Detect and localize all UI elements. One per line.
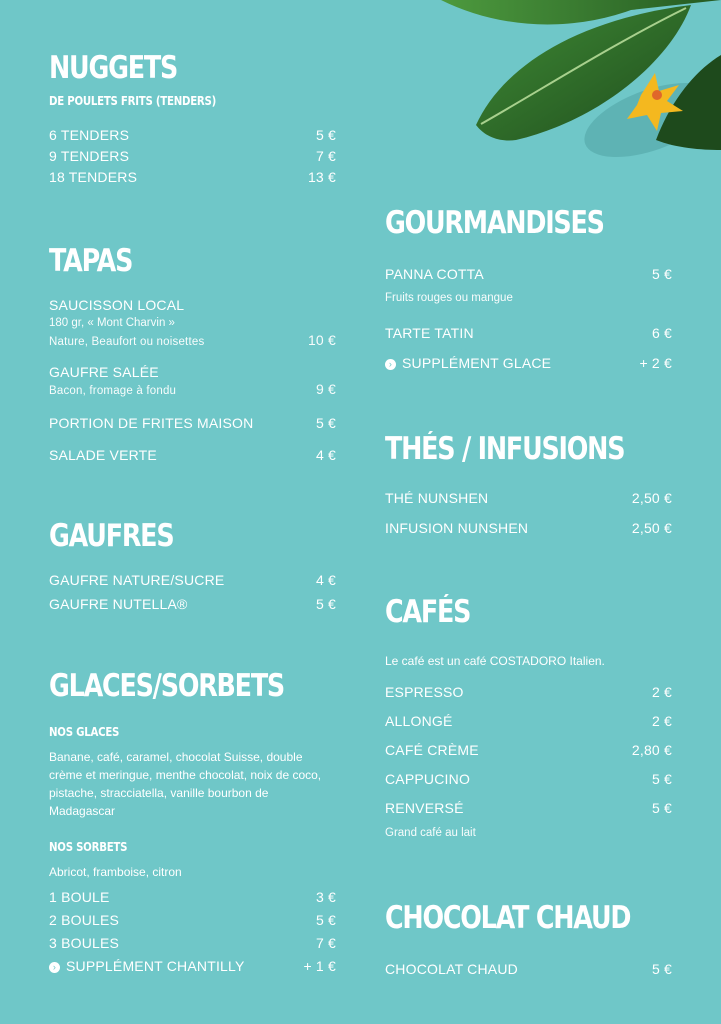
menu-item [385, 771, 672, 788]
item-price: 13 € [307, 169, 336, 185]
menu-item [49, 297, 336, 314]
item-name: PORTION DE FRITES MAISON [49, 415, 254, 431]
item-price: 2,80 € [631, 742, 672, 758]
item-price: 2 € [651, 684, 672, 700]
menu-item [385, 713, 672, 730]
item-price: 5 € [315, 912, 336, 928]
menu-item [385, 684, 672, 701]
gaufres-title: GAUFRES [49, 518, 174, 554]
menu-item [49, 889, 336, 906]
menu-item [49, 169, 336, 186]
item-name: SAUCISSON LOCAL [49, 297, 185, 313]
item-price: 10 € [307, 332, 336, 348]
item-name: CHOCOLAT CHAUD [385, 961, 518, 977]
menu-item [49, 447, 336, 464]
menu-item [385, 961, 672, 978]
item-price: 5 € [315, 127, 336, 143]
menu-item [49, 912, 336, 929]
item-price: 4 € [315, 572, 336, 588]
item-name: CAPPUCINO [385, 771, 471, 787]
item-price: 7 € [315, 148, 336, 164]
item-name: 1 BOULE [49, 889, 110, 905]
item-name: SUPPLÉMENT CHANTILLY [66, 958, 245, 974]
menu-item [49, 127, 336, 144]
item-description: Fruits rouges ou mangue [385, 292, 513, 304]
glaces-description: Banane, café, caramel, chocolat Suisse, double crème et meringue, menthe chocolat, noix de coco, pistache, stracciatella, vanille bourbon de Madagascar [49, 750, 322, 818]
menu-item [385, 355, 672, 372]
menu-item [49, 364, 336, 381]
item-name: ALLONGÉ [385, 713, 453, 729]
menu-item [49, 596, 336, 613]
item-price: 5 € [315, 596, 336, 612]
glaces-list [49, 889, 336, 975]
sorbets-label: NOS SORBETS [49, 840, 128, 854]
menu-item [385, 266, 672, 283]
menu-item [49, 332, 336, 351]
glaces-label: NOS GLACES [49, 725, 120, 739]
item-price: 2,50 € [631, 520, 672, 536]
item-price: 3 € [315, 889, 336, 905]
chocolat-title: CHOCOLAT CHAUD [385, 900, 631, 936]
item-price: 2,50 € [631, 490, 672, 506]
item-description: Bacon, fromage à fondu [49, 385, 177, 397]
item-name: GAUFRE SALÉE [49, 364, 159, 380]
tropical-leaf-icon [421, 0, 721, 190]
menu-item [385, 325, 672, 342]
item-name: 18 TENDERS [49, 169, 138, 185]
item-name: 2 BOULES [49, 912, 120, 928]
item-price: 9 € [315, 381, 336, 397]
menu-item [385, 520, 672, 537]
item-price: 5 € [651, 266, 672, 282]
menu-item [385, 742, 672, 759]
item-name: PANNA COTTA [385, 266, 484, 282]
gourmandises-title: GOURMANDISES [385, 205, 604, 241]
nuggets-list [49, 127, 336, 186]
item-name: CAFÉ CRÈME [385, 742, 479, 758]
arrow-right-icon: › [49, 962, 60, 973]
arrow-right-icon: › [385, 359, 396, 370]
nuggets-title: NUGGETS [49, 50, 178, 86]
item-price: + 2 € [639, 355, 672, 371]
thes-title: THÉS / INFUSIONS [385, 431, 625, 467]
item-name: INFUSION NUNSHEN [385, 520, 529, 536]
gourmandises-list [385, 266, 672, 372]
item-name: TARTE TATIN [385, 325, 474, 341]
item-price: + 1 € [303, 958, 336, 974]
glaces-title: GLACES/SORBETS [49, 668, 285, 704]
item-price: 6 € [651, 325, 672, 341]
thes-list [385, 490, 672, 537]
menu-item [385, 800, 672, 817]
menu-item [385, 490, 672, 507]
item-price: 4 € [315, 447, 336, 463]
cafes-title: CAFÉS [385, 594, 471, 630]
menu-item [49, 148, 336, 165]
item-price: 7 € [315, 935, 336, 951]
item-name: 3 BOULES [49, 935, 120, 951]
menu-item [49, 381, 336, 400]
tapas-list [49, 297, 336, 464]
sorbets-description: Abricot, framboise, citron [49, 865, 182, 879]
menu-item [49, 958, 336, 975]
nuggets-subtitle: DE POULETS FRITS (TENDERS) [49, 94, 217, 108]
menu-item [49, 935, 336, 952]
item-price: 5 € [315, 415, 336, 431]
item-name: GAUFRE NATURE/SUCRE [49, 572, 225, 588]
item-price: 5 € [651, 961, 672, 977]
chocolat-list [385, 961, 672, 978]
item-name: GAUFRE NUTELLA® [49, 596, 188, 612]
cafes-list [385, 684, 672, 842]
item-price: 5 € [651, 771, 672, 787]
item-price: 2 € [651, 713, 672, 729]
item-name: RENVERSÉ [385, 800, 464, 816]
item-name: SUPPLÉMENT GLACE [402, 355, 552, 371]
item-description: Grand café au lait [385, 827, 476, 839]
item-name: ESPRESSO [385, 684, 464, 700]
menu-item [49, 415, 336, 432]
item-description: 180 gr, « Mont Charvin » [49, 317, 175, 329]
menu-item [49, 572, 336, 589]
item-price: 5 € [651, 800, 672, 816]
gaufres-list [49, 572, 336, 613]
item-description: Nature, Beaufort ou noisettes [49, 336, 205, 348]
item-name: 6 TENDERS [49, 127, 130, 143]
tapas-title: TAPAS [49, 243, 133, 279]
item-name: SALADE VERTE [49, 447, 157, 463]
item-name: THÉ NUNSHEN [385, 490, 489, 506]
cafes-intro: Le café est un café COSTADORO Italien. [385, 654, 605, 668]
item-name: 9 TENDERS [49, 148, 130, 164]
